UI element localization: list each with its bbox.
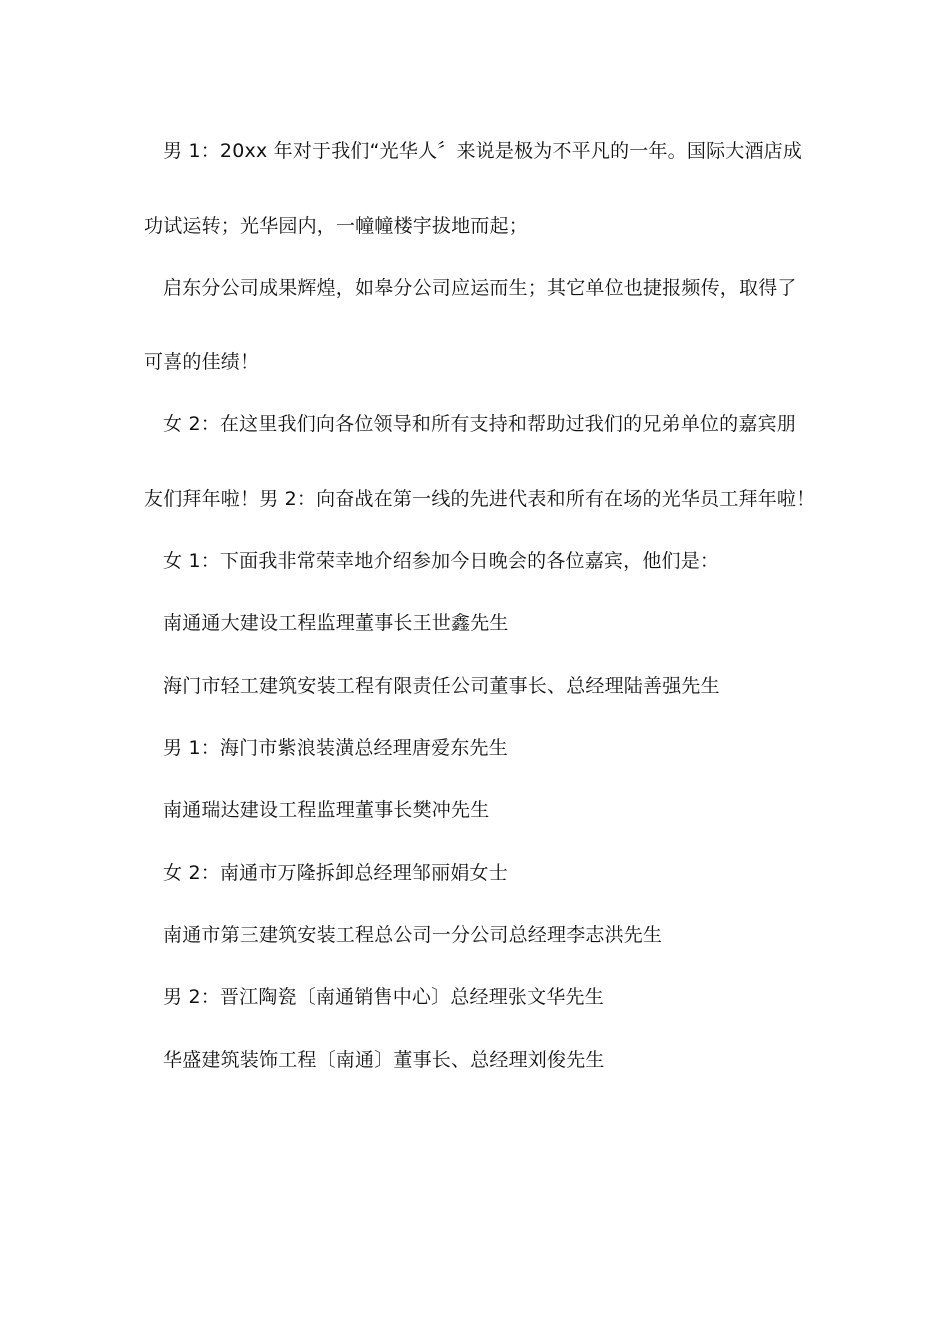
paragraph-line: 南通市第三建筑安装工程总公司一分公司总经理李志洪先生 bbox=[163, 924, 663, 946]
paragraph-line: 男 1：20xx 年对于我们“光华人〞来说是极为不平凡的一年。国际大酒店成 bbox=[163, 140, 803, 162]
paragraph-line: 女 2：南通市万隆拆卸总经理邹丽娟女士 bbox=[163, 862, 508, 884]
paragraph-line: 华盛建筑装饰工程〔南通〕董事长、总经理刘俊先生 bbox=[163, 1049, 605, 1071]
paragraph-line: 启东分公司成果辉煌，如皋分公司应运而生；其它单位也捷报频传，取得了 bbox=[163, 277, 797, 299]
paragraph-line: 男 2：晋江陶瓷〔南通销售中心〕总经理张文华先生 bbox=[163, 986, 604, 1008]
paragraph-line: 男 1：海门市紫浪装潢总经理唐爱东先生 bbox=[163, 737, 508, 759]
paragraph-line: 友们拜年啦！男 2：向奋战在第一线的先进代表和所有在场的光华员工拜年啦！ bbox=[144, 488, 816, 510]
paragraph-line: 女 1：下面我非常荣幸地介绍参加今日晚会的各位嘉宾，他们是： bbox=[163, 550, 720, 572]
paragraph-line: 南通通大建设工程监理董事长王世鑫先生 bbox=[163, 612, 509, 634]
paragraph-line: 可喜的佳绩！ bbox=[144, 351, 260, 373]
paragraph-line: 女 2：在这里我们向各位领导和所有支持和帮助过我们的兄弟单位的嘉宾朋 bbox=[163, 413, 796, 435]
paragraph-line: 功试运转；光华园内，一幢幢楼宇拔地而起； bbox=[144, 215, 529, 237]
paragraph-line: 海门市轻工建筑安装工程有限责任公司董事长、总经理陆善强先生 bbox=[163, 675, 720, 697]
paragraph-line: 南通瑞达建设工程监理董事长樊冲先生 bbox=[163, 799, 490, 821]
